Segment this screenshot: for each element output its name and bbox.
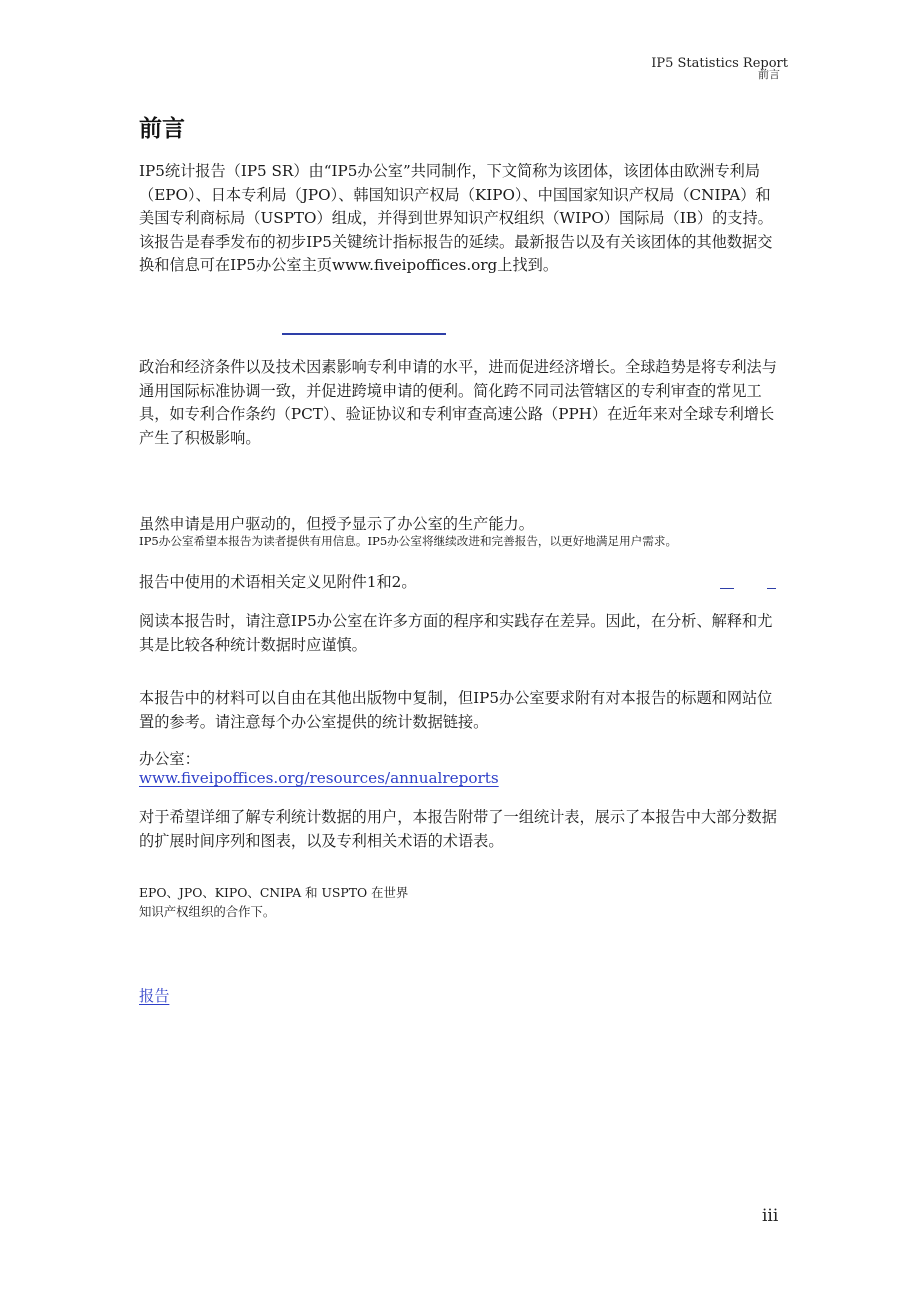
link-underline-fragment[interactable]: [720, 588, 734, 589]
conditions-paragraph: 政治和经济条件以及技术因素影响专利申请的水平，进而促进经济增长。全球趋势是将专利法与通用国际标准协调一致，并促进跨境申请的便利。简化跨不同司法管辖区的专利审查的常见工具，如专利合作条约（PCT）、验证协议和专利审查高速公路（PPH）在近年来对全球专利增长产生了积极影响。: [139, 358, 777, 447]
page-heading: 前言: [139, 116, 185, 142]
reproduce-paragraph: 本报告中的材料可以自由在其他出版物中复制，但IP5办公室要求附有对本报告的标题和网站位置的参考。请注意每个办公室提供的统计数据链接。: [139, 689, 773, 731]
offices-label: 办公室：: [139, 750, 200, 768]
section-divider: [282, 333, 446, 335]
terms-paragraph: 报告中使用的术语相关定义见附件1和2。: [139, 573, 417, 591]
header-section-name: 前言: [758, 68, 780, 81]
caution-paragraph: 阅读本报告时，请注意IP5办公室在许多方面的程序和实践存在差异。因此，在分析、解释和尤其是比较各种统计数据时应谨慎。: [139, 612, 773, 654]
cooperation-line-2: 知识产权组织的合作下。: [139, 904, 276, 919]
report-link[interactable]: 报告: [139, 987, 170, 1005]
intro-paragraph: IP5统计报告（IP5 SR）由“IP5办公室”共同制作，下文简称为该团体，该团体由欧洲专利局（EPO）、日本专利局（JPO）、韩国知识产权局（KIPO）、中国国家知识产权局（CNIPA）和美国专利商标局（USPTO）组成，并得到世界知识产权组织（WIPO）国际局（IB）的支持。该报告是春季发布的初步IP5关键统计指标报告的延续。最新报告以及有关该团体的其他数据交换和信息可在IP5办公室主页www.fiveipoffices.org上找到。: [139, 162, 773, 275]
statistical-tables-paragraph: 对于希望详细了解专利统计数据的用户，本报告附带了一组统计表，展示了本报告中大部分数据的扩展时间序列和图表，以及专利相关术语的术语表。: [139, 808, 777, 850]
link-underline-fragment[interactable]: [767, 588, 776, 589]
page-number: iii: [762, 1206, 779, 1226]
user-driven-paragraph: 虽然申请是用户驱动的，但授予显示了办公室的生产能力。: [139, 515, 534, 533]
annual-reports-link[interactable]: www.fiveipoffices.org/resources/annualreports: [139, 769, 499, 787]
cooperation-line-1: EPO、JPO、KIPO、CNIPA 和 USPTO 在世界: [139, 885, 409, 900]
useful-info-paragraph: IP5办公室希望本报告为读者提供有用信息。IP5办公室将继续改进和完善报告，以更好地满足用户需求。: [139, 534, 678, 548]
header-report-title: IP5 Statistics Report: [651, 56, 788, 71]
